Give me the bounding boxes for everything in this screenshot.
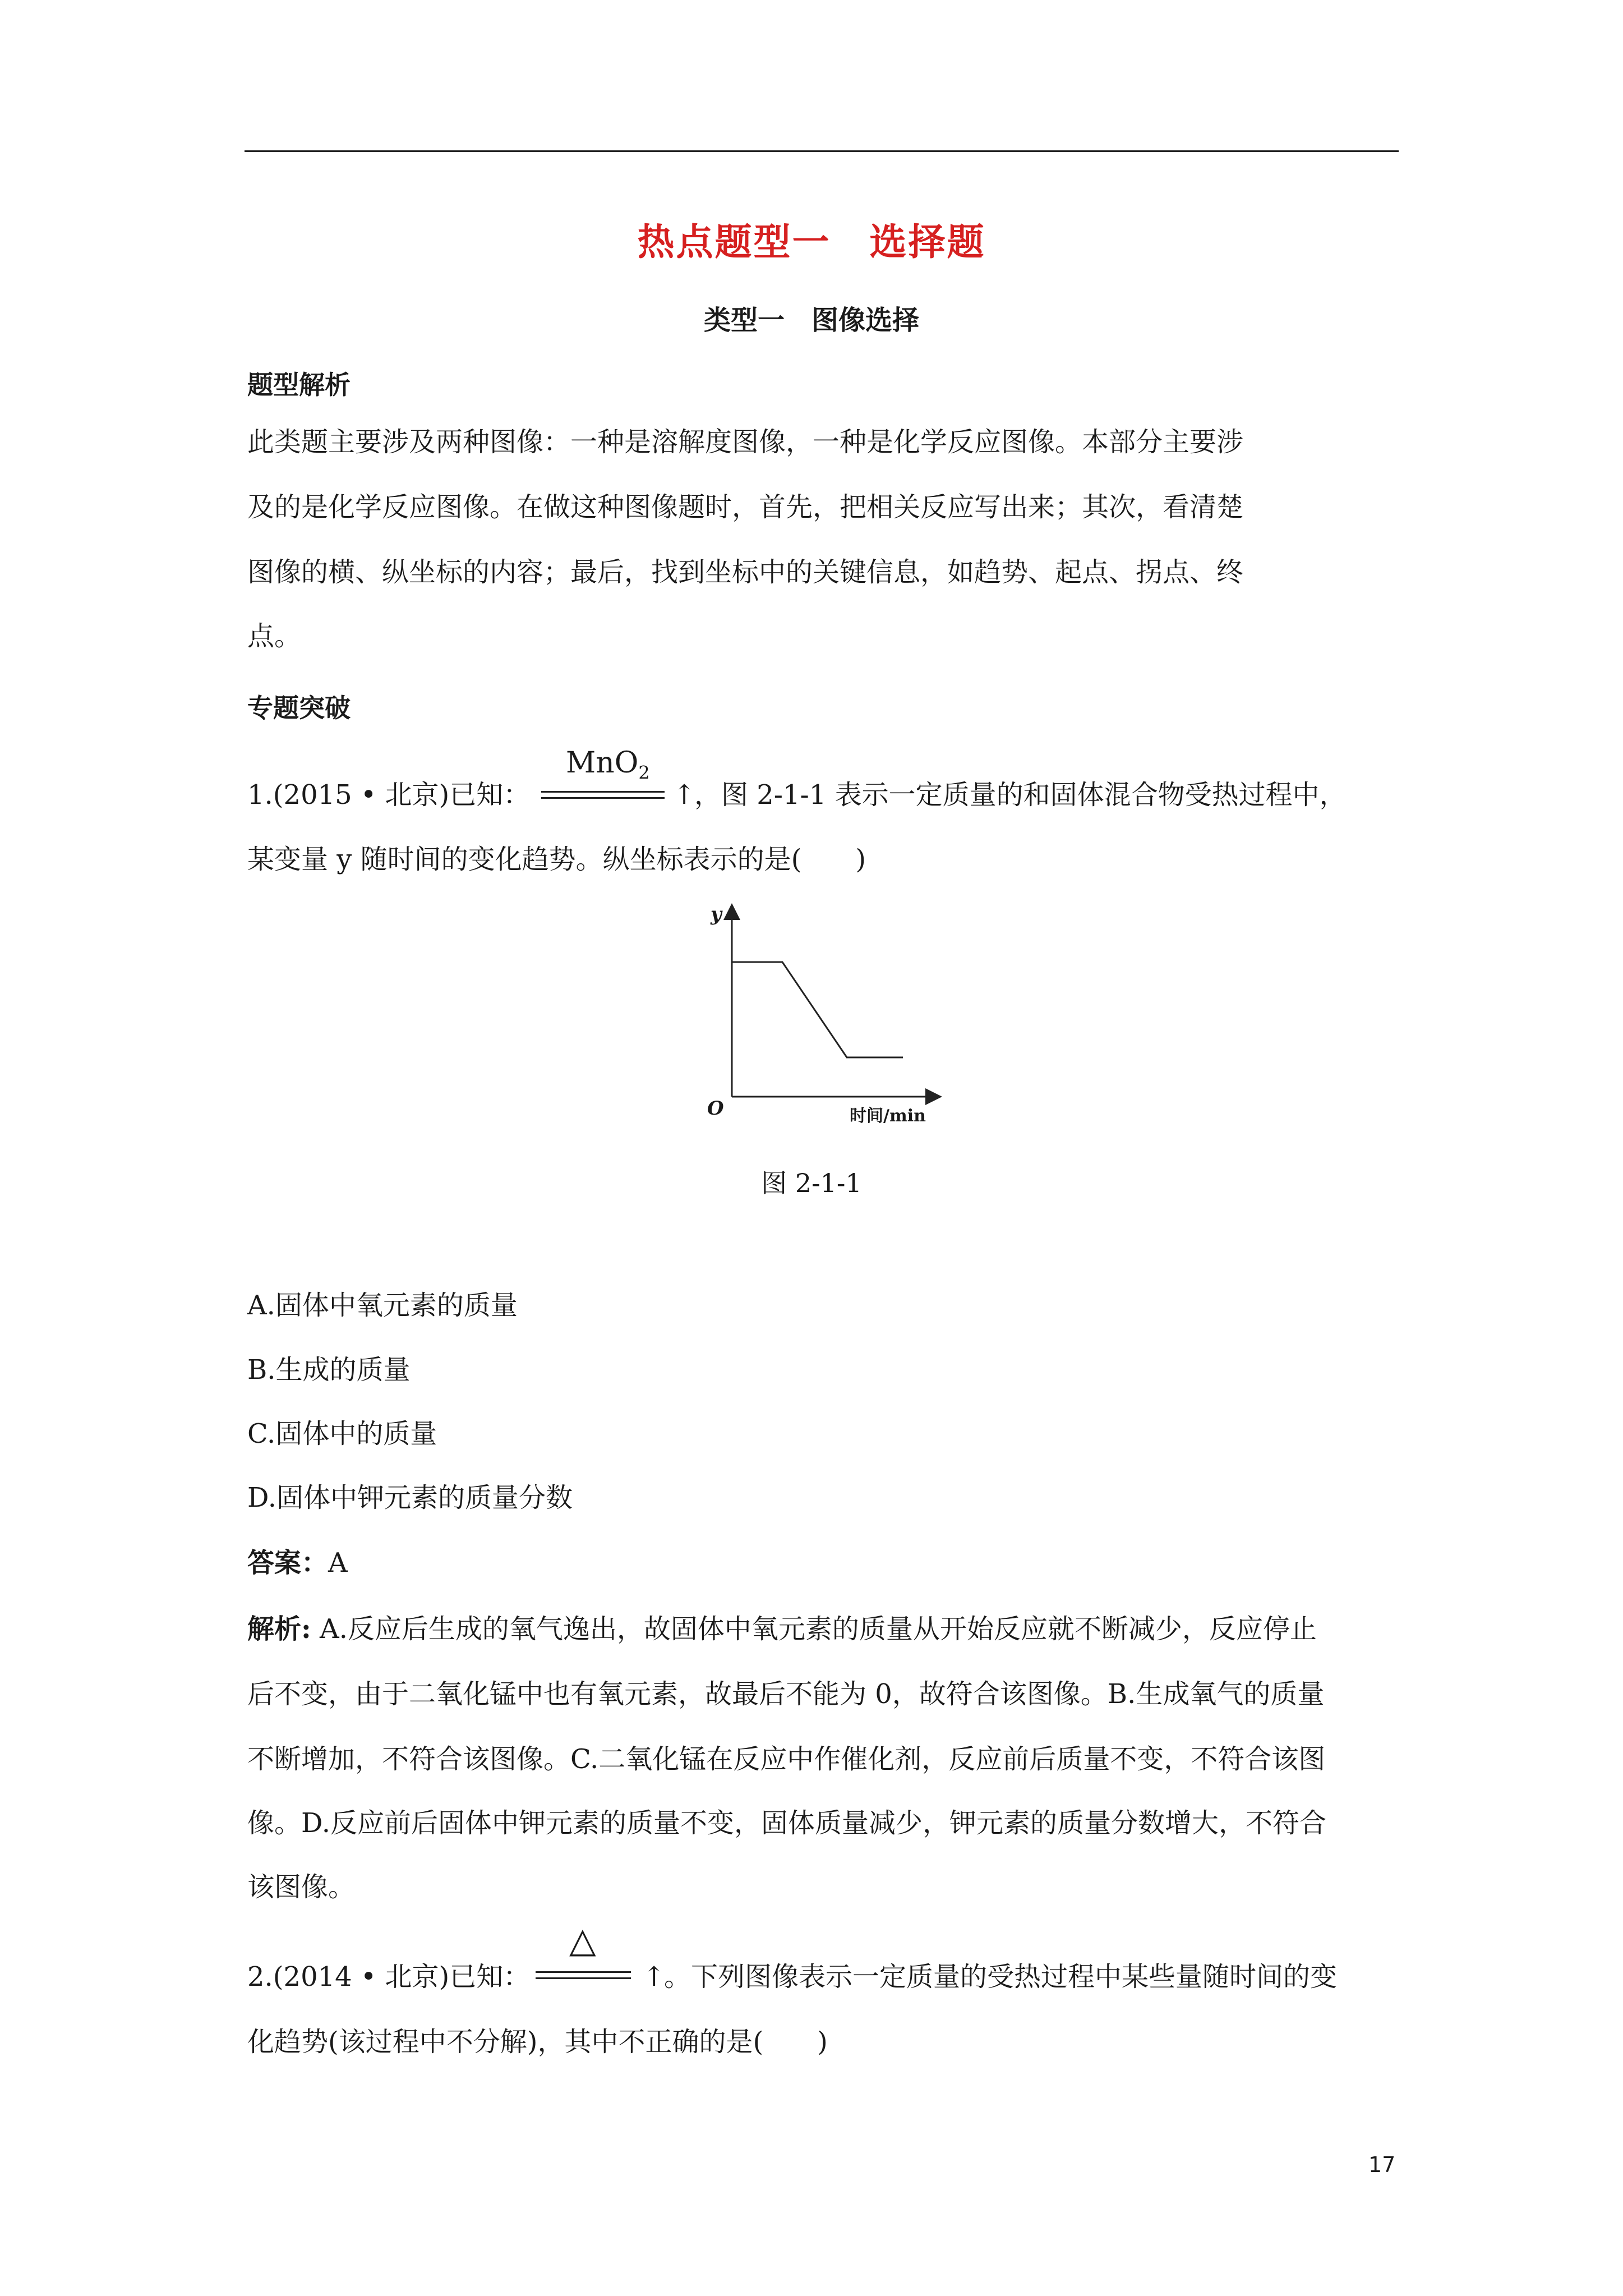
option-c: C.固体中的质量 — [247, 1418, 437, 1450]
section-heading-analysis: 题型解析 — [247, 370, 351, 400]
section-heading-practice: 专题突破 — [247, 693, 351, 723]
question1-stem-line2: 某变量 y 随时间的变化趋势。纵坐标表示的是( ) — [247, 844, 866, 875]
option-d: D.固体中钾元素的质量分数 — [247, 1482, 573, 1513]
explanation-line: 不断增加，不符合该图像。C.二氧化锰在反应中作催化剂，反应前后质量不变，不符合该图 — [247, 1743, 1326, 1775]
explanation-line: 像。D.反应前后固体中钾元素的质量不变，固体质量减少，钾元素的质量分数增大，不符合 — [247, 1807, 1327, 1839]
trend-line — [732, 962, 903, 1057]
question2-stem-line2: 化趋势(该过程中不分解)，其中不正确的是( ) — [247, 2026, 828, 2058]
question2-prefix: 2.(2014 • 北京)已知： — [247, 1961, 531, 1993]
page-title: 热点题型一 选择题 — [637, 220, 986, 264]
x-axis-label: 时间/min — [850, 1106, 926, 1126]
figure-2-1-1 — [687, 903, 945, 1133]
equation-line-bottom — [541, 797, 665, 799]
equation-line-top — [536, 1971, 631, 1973]
analysis-line: 点。 — [247, 620, 302, 652]
gas-arrow: ↑ — [643, 1961, 666, 1993]
catalyst-label: MnO$_2$ — [566, 746, 650, 784]
question1-prefix: 1.(2015 • 北京)已知： — [247, 779, 531, 811]
explanation-line: 后不变，由于二氧化锰中也有氧元素，故最后不能为 0，故符合该图像。B.生成氧气的质量 — [247, 1678, 1325, 1710]
option-b: B.生成的质量 — [247, 1354, 411, 1386]
explanation-line: 该图像。 — [247, 1871, 356, 1903]
figure-caption: 图 2-1-1 — [761, 1168, 862, 1198]
equation-line-bottom — [536, 1977, 631, 1979]
header-rule — [245, 150, 1399, 152]
equation-line-top — [541, 791, 665, 793]
option-a: A.固体中氧元素的质量 — [247, 1290, 518, 1321]
analysis-line: 图像的横、纵坐标的内容；最后，找到坐标中的关键信息，如趋势、起点、拐点、终 — [247, 556, 1244, 588]
explanation-label: 解析: — [247, 1613, 311, 1645]
line-graph — [687, 903, 945, 1133]
analysis-line: 及的是化学反应图像。在做这种图像题时，首先，把相关反应写出来；其次，看清楚 — [247, 491, 1244, 523]
answer-value: A — [328, 1547, 348, 1579]
gas-arrow: ↑ — [673, 779, 696, 811]
origin-label: O — [707, 1097, 724, 1120]
question2-stem: 。下列图像表示一定质量的受热过程中某些量随时间的变 — [664, 1961, 1338, 1993]
page-number: 17 — [1368, 2152, 1396, 2177]
y-axis-label: y — [711, 903, 722, 926]
analysis-line: 此类题主要涉及两种图像：一种是溶解度图像，一种是化学反应图像。本部分主要涉 — [247, 426, 1244, 458]
answer-label: 答案： — [247, 1547, 329, 1579]
answer — [247, 1547, 348, 1579]
heat-symbol: △ — [569, 1920, 596, 1961]
question1-stem: ，图 2-1-1 表示一定质量的和固体混合物受热过程中， — [694, 779, 1347, 811]
explanation-line: 解析: A.反应后生成的氧气逸出，故固体中氧元素的质量从开始反应就不断减少，反应停止 — [247, 1613, 1317, 1645]
page-subtitle: 类型一 图像选择 — [703, 305, 919, 336]
